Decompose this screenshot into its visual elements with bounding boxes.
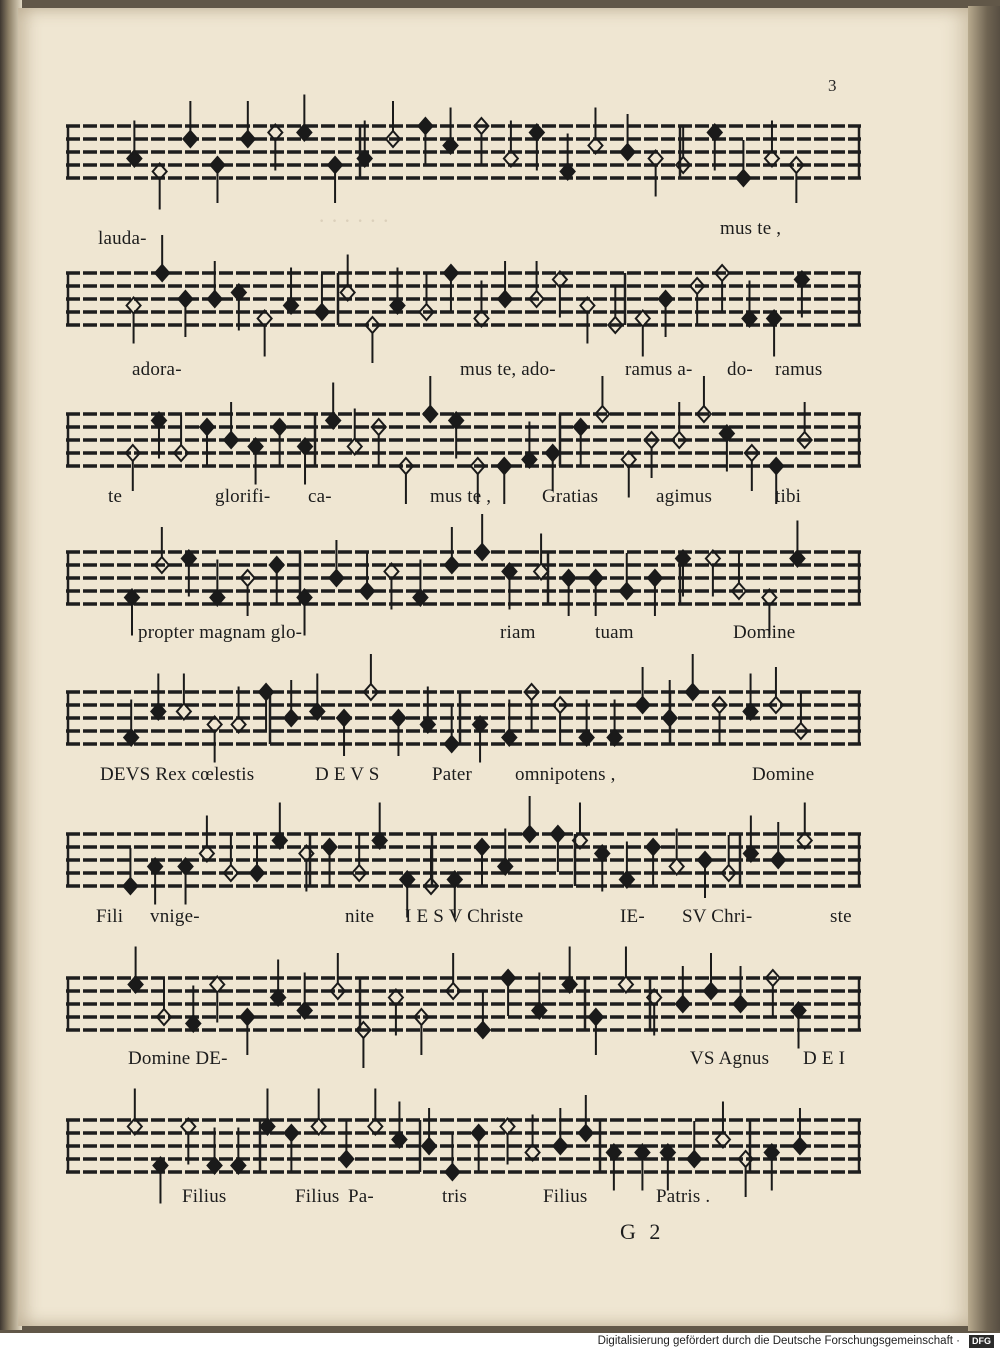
note-head bbox=[636, 697, 650, 713]
signature-mark: G 2 bbox=[620, 1219, 661, 1244]
lyric-syllable: SV Chri- bbox=[682, 906, 753, 927]
note-head bbox=[659, 291, 673, 307]
note-head bbox=[686, 684, 700, 700]
lyric-syllable: do- bbox=[727, 359, 753, 380]
lyric-syllable: D E I bbox=[803, 1048, 846, 1069]
lyric-syllable: mus te , bbox=[430, 486, 492, 507]
lyric-syllable: Domine bbox=[752, 764, 815, 785]
lyric-syllable: Patris . bbox=[656, 1186, 711, 1207]
note-head bbox=[648, 570, 662, 586]
note-head bbox=[646, 839, 660, 855]
lyric-syllable: tuam bbox=[595, 622, 634, 643]
note-head bbox=[270, 557, 284, 573]
note-head bbox=[155, 265, 169, 281]
note-head bbox=[523, 826, 537, 842]
lyric-syllable: omnipotens , bbox=[515, 764, 616, 785]
note-head bbox=[178, 291, 192, 307]
note-head bbox=[579, 1125, 593, 1141]
note-head bbox=[771, 852, 785, 868]
note-head bbox=[620, 583, 634, 599]
note-head bbox=[589, 1009, 603, 1025]
lyric-syllable: propter magnam glo- bbox=[138, 622, 303, 643]
note-head bbox=[391, 710, 405, 726]
note-head bbox=[240, 1009, 254, 1025]
note-head bbox=[704, 983, 718, 999]
note-head bbox=[546, 445, 560, 461]
note-head bbox=[329, 570, 343, 586]
note-head bbox=[284, 1125, 298, 1141]
staff bbox=[60, 524, 865, 604]
note-head bbox=[328, 157, 342, 173]
show-through-text: · · · · · · bbox=[318, 208, 390, 233]
lyric-syllable: adora- bbox=[132, 359, 182, 380]
lyric-syllable: mus te , bbox=[720, 218, 782, 239]
lyric-syllable: Pa- bbox=[348, 1186, 374, 1207]
note-head bbox=[445, 557, 459, 573]
note-head bbox=[562, 570, 576, 586]
lyric-syllable: D E V S bbox=[315, 764, 380, 785]
note-head bbox=[183, 131, 197, 147]
lyric-syllable: Domine bbox=[733, 622, 796, 643]
lyric-syllable: ste bbox=[830, 906, 852, 927]
note-head bbox=[698, 852, 712, 868]
note-head bbox=[551, 826, 565, 842]
note-head bbox=[687, 1151, 701, 1167]
note-head bbox=[475, 839, 489, 855]
lyric-syllable: Filius bbox=[295, 1186, 340, 1207]
note-head bbox=[273, 419, 287, 435]
lyric-syllable: I E S V Christe bbox=[405, 906, 524, 927]
note-head bbox=[472, 1125, 486, 1141]
lyric-syllable: riam bbox=[500, 622, 536, 643]
dfg-logo: DFG bbox=[969, 1335, 994, 1348]
note-head bbox=[250, 865, 264, 881]
lyric-syllable: ca- bbox=[308, 486, 332, 507]
note-head bbox=[444, 265, 458, 281]
note-head bbox=[589, 570, 603, 586]
note-head bbox=[284, 710, 298, 726]
staff bbox=[60, 1092, 865, 1172]
lyric-syllable: te bbox=[108, 486, 123, 507]
lyric-syllable: vnige- bbox=[150, 906, 200, 927]
lyric-syllable: ramus a- bbox=[625, 359, 693, 380]
lyric-syllable: IE- bbox=[620, 906, 645, 927]
note-head bbox=[208, 291, 222, 307]
lyric-syllable: nite bbox=[345, 906, 375, 927]
lyric-syllable: Fili bbox=[96, 906, 124, 927]
note-head bbox=[663, 710, 677, 726]
lyric-syllable: Gratias bbox=[542, 486, 599, 507]
note-head bbox=[574, 419, 588, 435]
footer-credit: Digitalisierung gefördert durch die Deutsche Forschungsgemeinschaft · bbox=[597, 1335, 960, 1347]
page-number: 3 bbox=[828, 76, 837, 95]
note-head bbox=[423, 406, 437, 422]
staff bbox=[60, 98, 865, 178]
lyric-syllable: VS Agnus bbox=[690, 1048, 770, 1069]
lyric-syllable: glorifi- bbox=[215, 486, 271, 507]
staff bbox=[60, 386, 865, 466]
note-head bbox=[418, 118, 432, 134]
lyric-syllable: mus te, ado- bbox=[460, 359, 556, 380]
staff bbox=[60, 245, 865, 325]
lyric-syllable: tibi bbox=[775, 486, 802, 507]
lyric-syllable: DEVS Rex cœlestis bbox=[100, 764, 255, 785]
lyric-syllable: ramus bbox=[775, 359, 823, 380]
lyric-syllable: Pater bbox=[432, 764, 473, 785]
note-head bbox=[339, 1151, 353, 1167]
note-head bbox=[676, 996, 690, 1012]
note-head bbox=[501, 970, 515, 986]
note-head bbox=[793, 1138, 807, 1154]
digitization-footer bbox=[0, 1333, 1000, 1351]
note-head bbox=[360, 583, 374, 599]
staff bbox=[60, 950, 865, 1030]
note-head bbox=[734, 996, 748, 1012]
staff bbox=[60, 806, 865, 886]
lyric-syllable: tris bbox=[442, 1186, 468, 1207]
note-head bbox=[553, 1138, 567, 1154]
note-head bbox=[498, 291, 512, 307]
lyric-syllable: lauda- bbox=[98, 228, 147, 249]
note-head bbox=[621, 144, 635, 160]
note-head bbox=[315, 304, 329, 320]
note-head bbox=[200, 419, 214, 435]
staff bbox=[60, 664, 865, 744]
lyric-syllable: Domine DE- bbox=[128, 1048, 228, 1069]
note-head bbox=[422, 1138, 436, 1154]
note-head bbox=[337, 710, 351, 726]
note-head bbox=[224, 432, 238, 448]
book-edge bbox=[968, 6, 1000, 1331]
lyric-syllable: agimus bbox=[656, 486, 713, 507]
note-head bbox=[323, 839, 337, 855]
lyric-syllable: Filius bbox=[182, 1186, 227, 1207]
note-head bbox=[241, 131, 255, 147]
note-head bbox=[475, 544, 489, 560]
lyric-syllable: Filius bbox=[543, 1186, 588, 1207]
note-head bbox=[210, 157, 224, 173]
